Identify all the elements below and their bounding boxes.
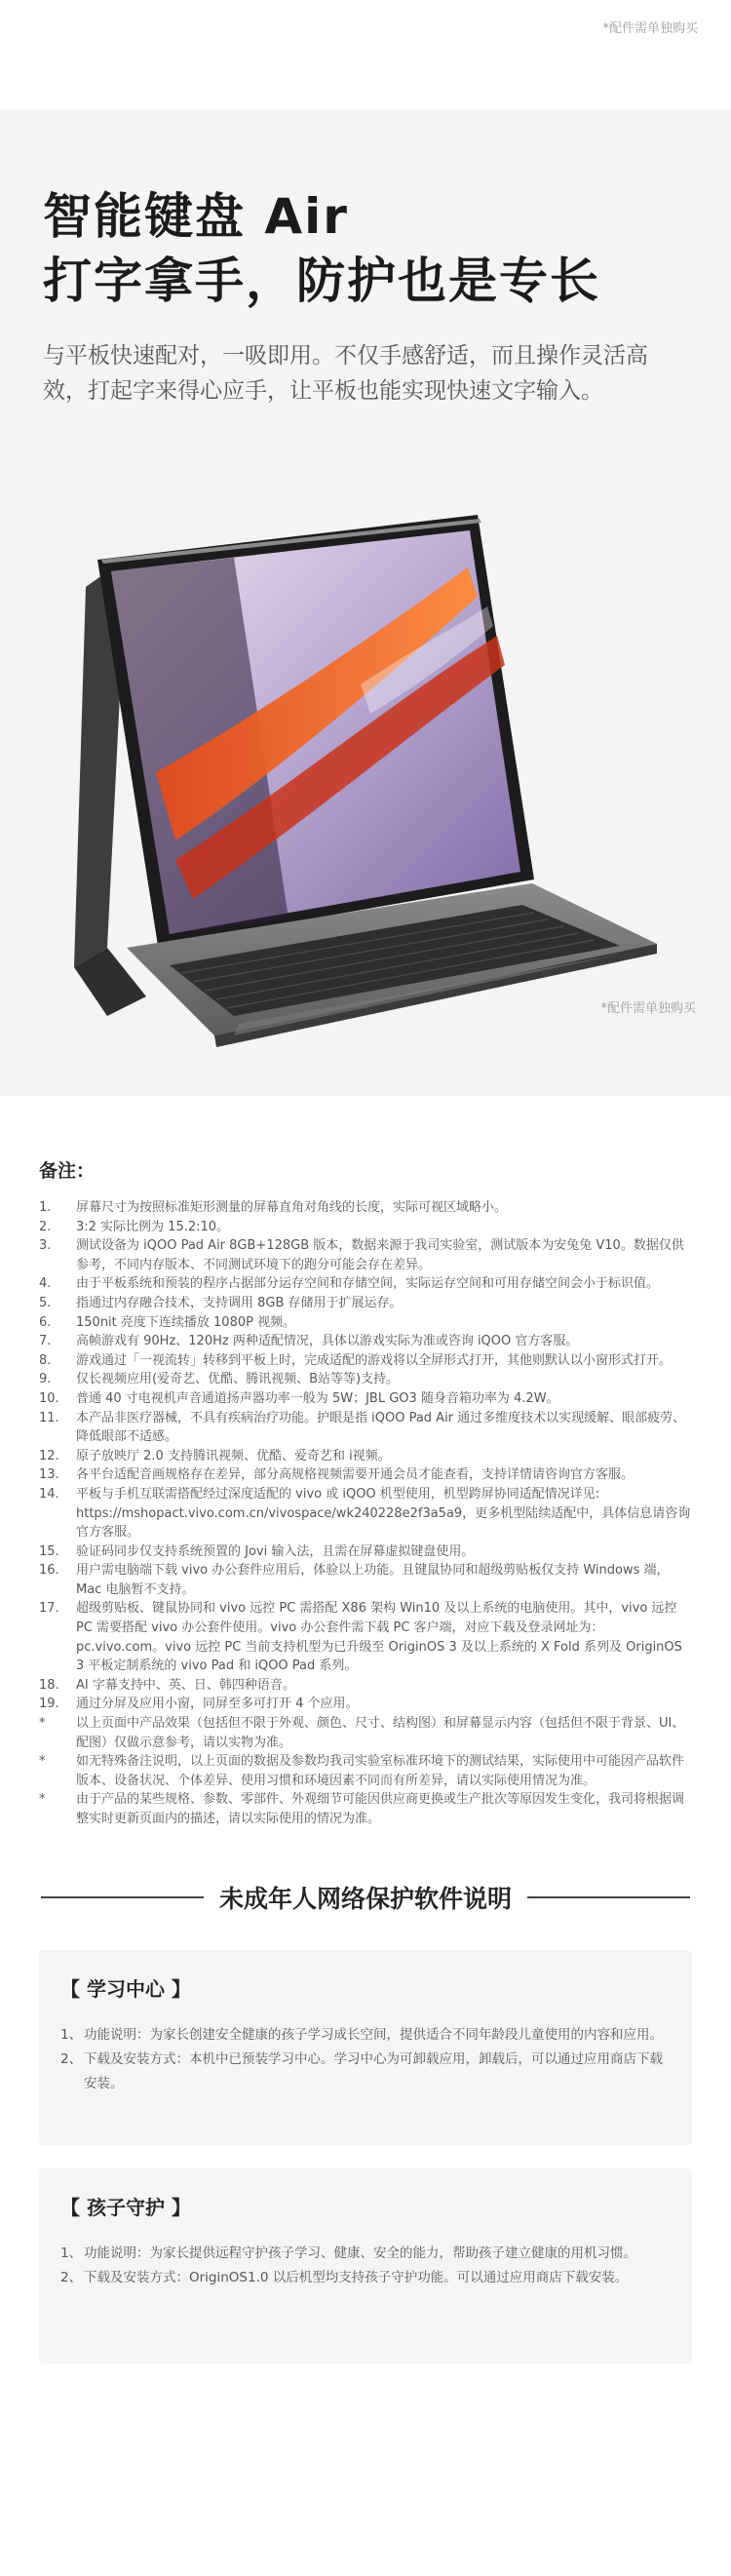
learning-center-item-text: 功能说明：为家长创建安全健康的孩子学习成长空间，提供适合不同年龄段儿童使用的内容和应用。 [84,2026,663,2043]
note-text: 高帧游戏有 90Hz、120Hz 两种适配情况，具体以游戏实际为准或咨询 iQOO 官方客服。 [76,1334,579,1349]
note-number: 19. [39,1697,59,1712]
keyboard-hero [0,109,731,1096]
child-guard-item-text: 下载及安装方式：OriginOS1.0 以后机型均支持孩子守护功能。可以通过应用商店下载安装。 [84,2269,629,2285]
note-number: 1. [39,1200,52,1215]
note-text: 平板与手机互联需搭配经过深度适配的 vivo 或 iQOO 机型使用，机型跨屏协同适配情况详见: https://mshopact.vivo.com.cn/vivospace/wk240228e2f3a5a9，更多机型陆续适配中，具体信息请咨询官方客服。 [76,1486,691,1541]
note-number: 4. [39,1276,52,1292]
note-item [39,1294,692,1313]
note-text: 如无特殊备注说明，以上页面的数据及参数均我司实验室标准环境下的测试结果，实际使用中可能因产品软件版本、设备状况、个体差异、使用习惯和环境因素不同而有所差异，请以实际使用情况为准。 [76,1754,685,1788]
hero-subtitle: 打字拿手，防护也是专长 [43,253,600,309]
note-item [39,1695,692,1714]
note-text: 用户需电脑端下载 vivo 办公套件应用后，体验以上功能。且键鼠协同和超级剪贴板仅支持 Windows 端，Mac 电脑暂不支持。 [76,1563,670,1597]
divider-line-left [41,1896,204,1898]
note-number: * [39,1716,46,1732]
note-text: 屏幕尺寸为按照标准矩形测量的屏幕直角对角线的长度，实际可视区域略小。 [76,1200,508,1215]
note-item [39,1485,692,1542]
note-number: 13. [39,1467,59,1483]
note-text: 由于产品的某些规格、参数、零部件、外观细节可能因供应商更换或生产批次等原因发生变化，我司将根据调整实时更新页面内的描述，请以实际使用的情况为准。 [76,1792,685,1826]
note-text: AI 字幕支持中、英、日、韩四种语音。 [76,1677,295,1693]
note-number: 10. [39,1390,59,1406]
note-text: 普通 40 寸电视机声音通道扬声器功率一般为 5W；JBL GO3 随身音箱功率为 4.2W。 [76,1390,559,1406]
learning-center-card [39,1950,692,2145]
note-item [39,1332,692,1351]
note-item [39,1542,692,1562]
note-text: 本产品非医疗器械，不具有疾病治疗功能。护眼是指 iQOO Pad Air 通过多维度技术以实现缓解、眼部疲劳、降低眼部不适感。 [76,1410,686,1445]
note-number: 8. [39,1352,52,1368]
note-text: 测试设备为 iQOO Pad Air 8GB+128GB 版本，数据来源于我司实验室，测试版本为安兔兔 V10。数据仅供参考，不同内存版本、不同测试环境下的跑分可能会存在差异。 [76,1238,684,1272]
list-item: 1、 功能说明：为家长提供远程守护孩子学习、健康、安全的能力，帮助孩子建立健康的用机习惯。 [60,2242,671,2266]
accessory-note: *配件需单独购买 [602,21,698,36]
note-text: 超级剪贴板、键鼠协同和 vivo 远控 PC 需搭配 X86 架构 Win10 及以上系统的电脑使用。其中，vivo 远控 PC 需要搭配 vivo 办公套件使用。vivo 办公套件需下载 PC 客户端，对应下载及登录网址为：pc.vivo.com。vivo 远控 PC 当前支持机型为已升级至 OriginOS 3 及以上系统的 X Fold 系列及 OriginOS 3 平板定制系统的 vivo Pad 和 iQOO Pad 系列。 [76,1601,682,1674]
note-item [39,1274,692,1294]
list-item: 1、 功能说明：为家长创建安全健康的孩子学习成长空间，提供适合不同年龄段儿童使用的内容和应用。 [60,2023,671,2048]
note-number: 15. [39,1543,59,1559]
note-item [39,1676,692,1696]
note-number: 17. [39,1601,59,1617]
top-note-bar [0,0,731,109]
note-number: 2. [39,1219,52,1234]
note-text: 150nit 亮度下连续播放 1080P 视频。 [76,1314,296,1330]
note-item [39,1752,692,1790]
learning-center-item-text: 下载及安装方式：本机中已预装学习中心。学习中心为可卸载应用，卸载后，可以通过应用商店下载安装。 [84,2050,663,2091]
note-text: 验证码同步仅支持系统预置的 Jovi 输入法，且需在屏幕虚拟键盘使用。 [76,1543,475,1559]
note-item [39,1599,692,1675]
note-item [39,1351,692,1371]
note-item [39,1714,692,1752]
minor-protection-title: 未成年人网络保护软件说明 [219,1884,513,1913]
note-item [39,1561,692,1599]
note-number: * [39,1754,46,1770]
list-item: 2、 下载及安装方式：OriginOS1.0 以后机型均支持孩子守护功能。可以通过应用商店下载安装。 [60,2266,671,2290]
note-number: 6. [39,1314,52,1330]
note-item [39,1409,692,1447]
note-text: 指通过内存融合技术，支持调用 8GB 存储用于扩展运存。 [76,1295,403,1310]
minor-protection-divider [41,1880,690,1915]
note-number: 16. [39,1563,59,1579]
child-guard-card [39,2168,692,2363]
note-number: 14. [39,1486,59,1502]
note-item [39,1313,692,1333]
note-item [39,1790,692,1828]
note-number: * [39,1792,46,1808]
list-item: 2、 下载及安装方式：本机中已预装学习中心。学习中心为可卸载应用，卸载后，可以通过应用商店下载安装。 [60,2048,671,2096]
note-text: 通过分屏及应用小窗，同屏至多可打开 4 个应用。 [76,1697,359,1712]
hero-description: 与平板快速配对，一吸即用。不仅手感舒适，而且操作灵活高效，打起字来得心应手，让平板也能实现快速文字输入。 [43,343,648,404]
note-number: 9. [39,1372,52,1387]
learning-center-heading: 【 学习中心 】 [60,1976,191,2001]
note-number: 5. [39,1295,52,1310]
note-item [39,1218,692,1237]
note-text: 原子放映厅 2.0 支持腾讯视频、优酷、爱奇艺和 i视频。 [76,1448,391,1464]
divider-line-right [527,1896,690,1898]
note-item [39,1198,692,1218]
notes-list [39,1198,692,1829]
note-text: 仅长视频应用(爱奇艺、优酷、腾讯视频、B站等等)支持。 [76,1372,400,1387]
note-text: 游戏通过「一视流转」转移到平板上时，完成适配的游戏将以全屏形式打开，其他则默认以小窗形式打开。 [76,1352,673,1368]
note-number: 12. [39,1448,59,1464]
note-item [39,1465,692,1485]
child-guard-item-text: 功能说明：为家长提供远程守护孩子学习、健康、安全的能力，帮助孩子建立健康的用机习惯。 [84,2244,636,2261]
note-text: 由于平板系统和预装的程序占据部分运存空间和存储空间，实际运存空间和可用存储空间会小于标识值。 [76,1276,660,1292]
note-number: 11. [39,1410,59,1425]
note-item [39,1447,692,1466]
note-number: 18. [39,1677,59,1693]
note-item [39,1236,692,1274]
hero-title: 智能键盘 Air [43,188,349,245]
image-accessory-note: *配件需单独购买 [600,1001,696,1016]
note-item [39,1370,692,1389]
notes-heading: 备注： [39,1160,96,1182]
note-number: 7. [39,1334,52,1349]
note-text: 各平台适配音画规格存在差异，部分高规格视频需要开通会员才能查看，支持详情请咨询官方客服。 [76,1467,635,1483]
note-text: 3:2 实际比例为 15.2:10。 [76,1219,230,1234]
tablet-keyboard-image [68,489,673,1133]
notes-section [0,1096,731,1829]
note-item [39,1389,692,1409]
note-text: 以上页面中产品效果（包括但不限于外观、颜色、尺寸、结构图）和屏幕显示内容（包括但不限于背景、UI、配图）仅做示意参考，请以实物为准。 [76,1716,685,1750]
child-guard-heading: 【 孩子守护 】 [60,2195,191,2219]
note-number: 3. [39,1238,52,1254]
